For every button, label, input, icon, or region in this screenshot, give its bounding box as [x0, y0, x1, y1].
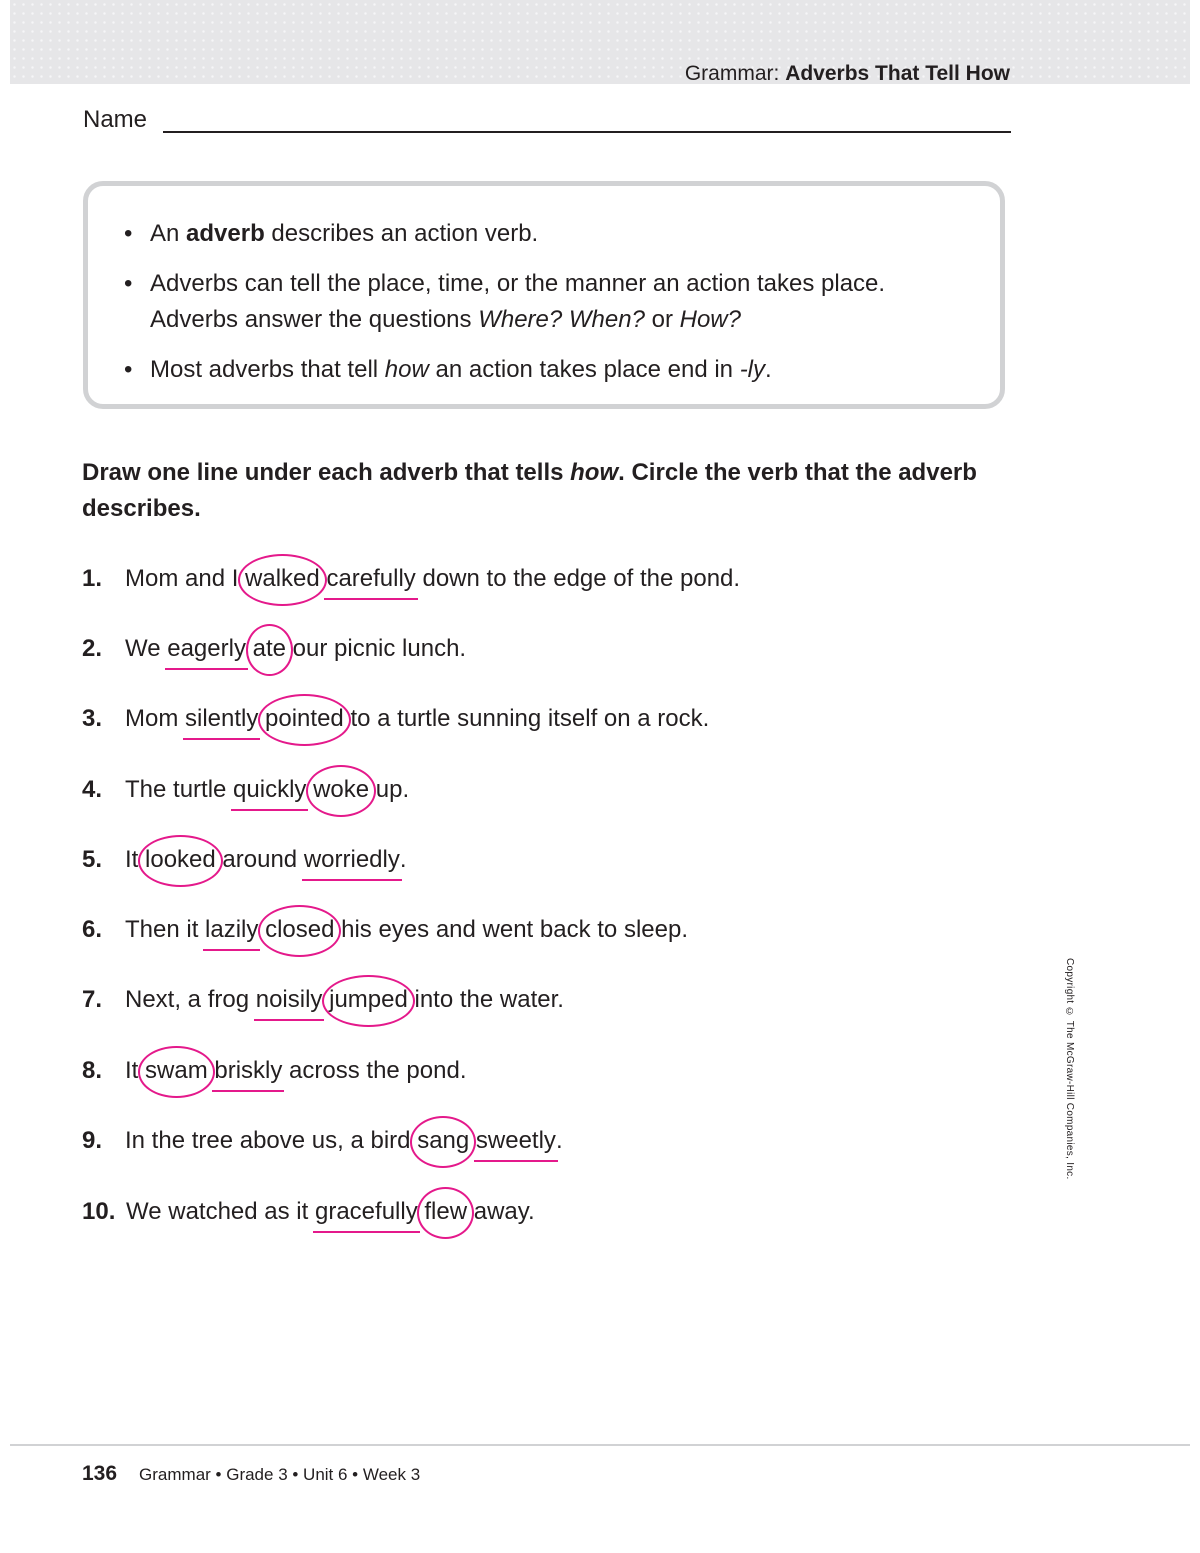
- exercise-item-5: 5. It looked around worriedly.: [82, 845, 407, 875]
- footer-text: Grammar • Grade 3 • Unit 6 • Week 3: [139, 1465, 421, 1484]
- circled-verb[interactable]: pointed: [265, 704, 344, 734]
- page-header: [685, 62, 1010, 86]
- rule-1: • An adverb describes an action verb.: [124, 220, 539, 247]
- underlined-adverb[interactable]: worriedly: [303, 846, 400, 873]
- page-footer: [82, 1462, 420, 1486]
- underlined-adverb[interactable]: sweetly: [475, 1127, 556, 1154]
- rule-box: [83, 181, 1005, 409]
- circled-verb[interactable]: flew: [424, 1197, 467, 1227]
- rule-2: • Adverbs can tell the place, time, or the manner an action takes place. Adverbs answer the questions Where? When? or How?: [124, 270, 886, 333]
- circled-verb[interactable]: sang: [417, 1126, 469, 1156]
- underlined-adverb[interactable]: quickly: [233, 776, 307, 803]
- header-band: [10, 0, 1190, 84]
- exercise-item-7: 7. Next, a frog noisily jumped into the water.: [82, 985, 564, 1015]
- underlined-adverb[interactable]: eagerly: [167, 635, 246, 662]
- exercise-item-9: 9. In the tree above us, a bird sang sweetly.: [82, 1126, 563, 1156]
- name-row: [83, 106, 1011, 136]
- name-label: Name: [83, 106, 148, 133]
- exercise-item-10: 10. We watched as it gracefully flew away.: [82, 1197, 535, 1227]
- exercise-item-2: 2. We eagerly ate our picnic lunch.: [82, 634, 466, 664]
- circled-verb[interactable]: jumped: [329, 985, 408, 1015]
- header-title: Adverbs That Tell How: [785, 62, 1010, 85]
- exercise-item-3: 3. Mom silently pointed to a turtle sunning itself on a rock.: [82, 704, 709, 734]
- exercise-item-8: 8. It swam briskly across the pond.: [82, 1056, 467, 1086]
- exercise-item-1: 1. Mom and I walked carefully down to the edge of the pond.: [82, 564, 740, 594]
- circled-verb[interactable]: walked: [245, 564, 320, 594]
- instructions: Draw one line under each adverb that tells how. Circle the verb that the adverb describes.: [82, 459, 977, 522]
- underlined-adverb[interactable]: noisily: [255, 986, 323, 1013]
- circled-verb[interactable]: closed: [265, 915, 334, 945]
- underlined-adverb[interactable]: silently: [185, 705, 259, 732]
- exercise-item-4: 4. The turtle quickly woke up.: [82, 775, 409, 805]
- page-number: 136: [82, 1462, 118, 1485]
- underlined-adverb[interactable]: gracefully: [314, 1198, 418, 1225]
- exercise-item-6: 6. Then it lazily closed his eyes and went back to sleep.: [82, 915, 688, 945]
- circled-verb[interactable]: looked: [145, 845, 216, 875]
- circled-verb[interactable]: ate: [253, 634, 286, 664]
- underlined-adverb[interactable]: briskly: [214, 1057, 283, 1084]
- header-prefix: Grammar:: [684, 62, 780, 85]
- underlined-adverb[interactable]: carefully: [326, 565, 416, 592]
- rule-3: • Most adverbs that tell how an action takes place end in -ly.: [124, 356, 772, 383]
- copyright-notice: Copyright © The McGraw-Hill Companies, Inc.: [1064, 958, 1075, 1180]
- underlined-adverb[interactable]: lazily: [205, 916, 259, 943]
- footer-divider: [10, 1444, 1190, 1446]
- name-line: [163, 131, 1011, 133]
- circled-verb[interactable]: woke: [313, 775, 369, 805]
- circled-verb[interactable]: swam: [145, 1056, 208, 1086]
